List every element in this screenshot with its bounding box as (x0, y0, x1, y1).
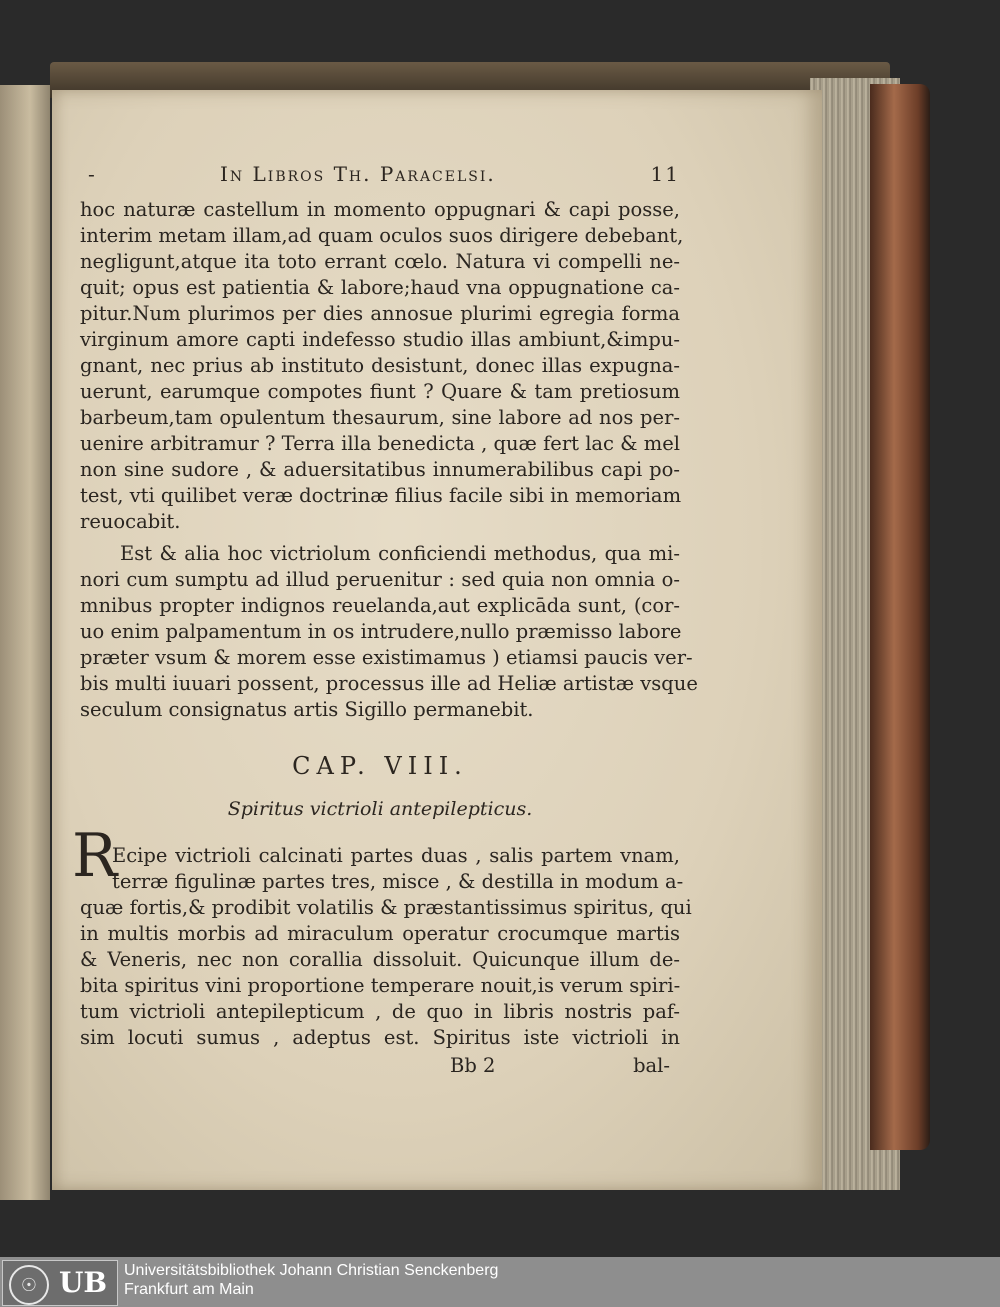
drop-cap: R (72, 821, 118, 891)
catchword: bal- (633, 1054, 670, 1077)
text-line: terræ figulinæ partes tres, misce , & destilla in modum a- (112, 870, 684, 893)
institution-location: Frankfurt am Main (124, 1281, 254, 1298)
header-title: In Libros Th. Paracelsi. (220, 162, 496, 186)
text-line: barbeum,tam opulentum thesaurum, sine labore ad nos per- (80, 406, 680, 429)
text-line: seculum consignatus artis Sigillo permanebit. (80, 698, 534, 721)
text-line: Est & alia hoc victriolum conficiendi methodus, qua mi- (120, 542, 680, 565)
text-line: pitur.Num plurimos per dies annosue plurimi egregia forma (80, 302, 680, 325)
text-line: uenire arbitramur ? Terra illa benedicta , quæ fert lac & mel (80, 432, 680, 455)
text-line: non sine sudore , & aduersitatibus innumerabilibus capi po- (80, 458, 680, 481)
text-line: uo enim palpamentum in os intrudere,nullo præmisso labore (80, 620, 682, 643)
text-line: test, vti quilibet veræ doctrinæ filius facile sibi in memoriam (80, 484, 682, 507)
text-line: uerunt, earumque compotes fiunt ? Quare & tam pretiosum (80, 380, 680, 403)
institution-name: Universitätsbibliothek Johann Christian Senckenberg (124, 1262, 499, 1279)
text-line: gnant, nec prius ab instituto desistunt, donec illas expugna- (80, 354, 680, 377)
text-line: bis multi iuuari possent, processus ille ad Heliæ artistæ vsque (80, 672, 698, 695)
text-line: quæ fortis,& prodibit volatilis & præstantissimus spiritus, qui (80, 896, 692, 919)
text-line: tum victrioli antepilepticum , de quo in libris nostris paf- (80, 1000, 680, 1023)
text-line: in multis morbis ad miraculum operatur crocumque martis (80, 922, 680, 945)
text-line: virginum amore capti indefesso studio illas ambiunt,&impu- (80, 328, 680, 351)
text-line: interim metam illam,ad quam oculos suos dirigere debebant, (80, 224, 684, 247)
section-subheading: Spiritus victrioli antepilepticus. (227, 798, 533, 820)
text-line: bita spiritus vini proportione temperare nouit,is verum spiri- (80, 974, 681, 997)
signature-mark: Bb 2 (450, 1054, 496, 1077)
text-line: nori cum sumptu ad illud peruenitur : sed quia non omnia o- (80, 568, 680, 591)
cover-edge (870, 84, 930, 1150)
text-line: præter vsum & morem esse existimamus ) etiamsi paucis ver- (80, 646, 693, 669)
ub-logo-text: UB (58, 1266, 108, 1299)
text-line: mnibus propter indignos reuelanda,aut explicāda sunt, (cor- (80, 594, 680, 617)
running-header (80, 162, 680, 192)
text-line: hoc naturæ castellum in momento oppugnari & capi posse, (80, 198, 680, 221)
left-page-edge (0, 85, 50, 1200)
library-logo[interactable] (2, 1260, 118, 1306)
chapter-heading: CAP. VIII. (292, 752, 468, 780)
folio-number: 11 (650, 162, 680, 186)
seal-icon: ☉ (9, 1265, 49, 1305)
text-line: quit; opus est patientia & labore;haud vna oppugnatione ca- (80, 276, 680, 299)
text-line: negligunt,atque ita toto errant cœlo. Natura vi compelli ne- (80, 250, 680, 273)
header-dash: - (88, 162, 97, 186)
text-line: & Veneris, nec non corallia dissoluit. Quicunque illum de- (80, 948, 680, 971)
library-footer (0, 1257, 1000, 1307)
text-line: sim locuti sumus , adeptus est. Spiritus iste victrioli in (80, 1026, 680, 1049)
page-footer-line (80, 1054, 680, 1080)
text-line: Ecipe victrioli calcinati partes duas , salis partem vnam, (112, 844, 680, 867)
text-line: reuocabit. (80, 510, 181, 533)
